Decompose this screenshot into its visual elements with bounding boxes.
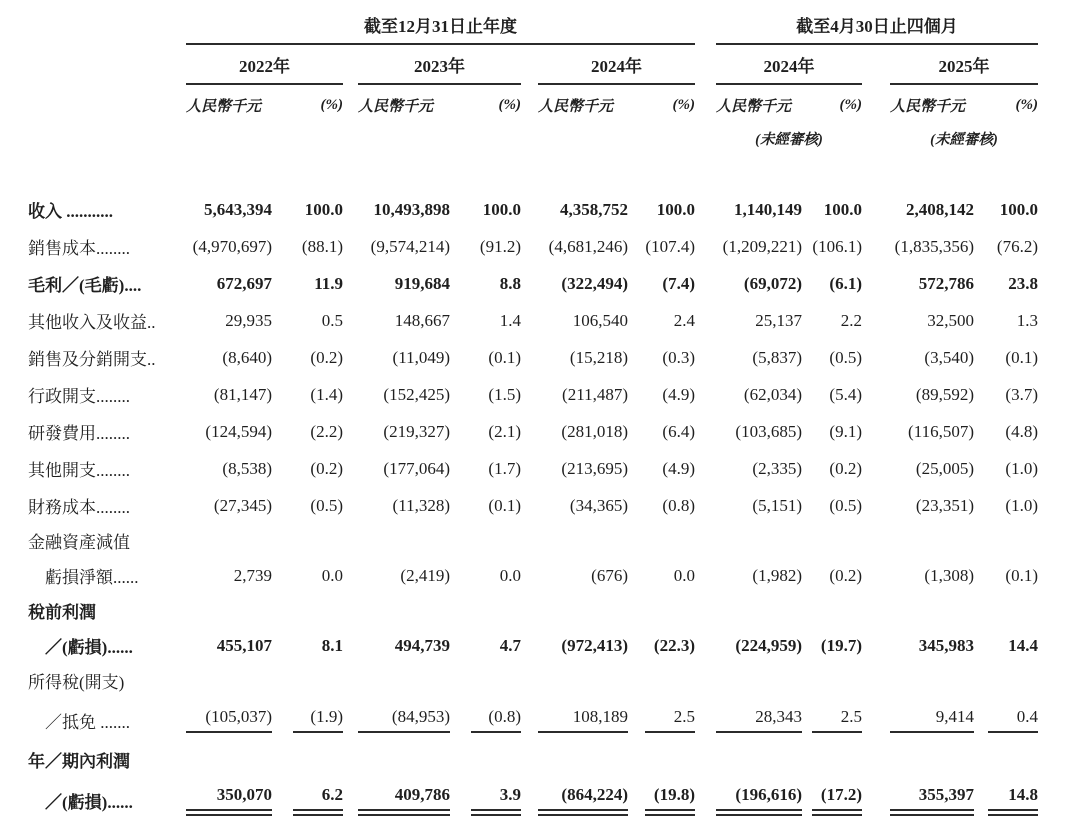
amount-cell: (5,151) xyxy=(752,495,802,515)
amount-cell: (15,218) xyxy=(569,347,628,367)
amount-cell: (4,970,697) xyxy=(192,236,272,256)
percent-cell: (1.4) xyxy=(310,384,343,404)
amount-cell: 9,414 xyxy=(890,707,974,733)
amount-cell: (676) xyxy=(591,565,628,585)
unaudited-note: (未經審核) xyxy=(930,131,998,148)
amount-cell: (1,209,221) xyxy=(722,236,802,256)
amount-cell: 455,107 xyxy=(216,635,272,655)
amount-cell: 2,739 xyxy=(233,565,272,585)
percent-cell: (106.1) xyxy=(812,236,862,256)
amount-cell: 572,786 xyxy=(918,273,974,293)
row-label: 銷售成本........ xyxy=(28,239,130,258)
table-row xyxy=(28,487,1080,524)
amount-cell: 148,667 xyxy=(394,310,450,330)
amount-cell: 2,408,142 xyxy=(906,199,974,219)
table-row xyxy=(28,191,1080,228)
amount-cell: (116,507) xyxy=(908,421,974,441)
percent-cell: (6.1) xyxy=(829,273,862,293)
percent-cell: 100.0 xyxy=(304,199,343,219)
header-year-row xyxy=(28,45,1080,85)
table-row xyxy=(28,413,1080,450)
percent-label: (%) xyxy=(672,96,695,113)
period-group-annual: 截至12月31日止年度 xyxy=(186,12,695,45)
percent-cell: (0.1) xyxy=(1005,565,1038,585)
row-label: 研發費用........ xyxy=(28,424,130,443)
row-label: 金融資產減值 xyxy=(28,533,130,552)
percent-cell: 100.0 xyxy=(482,199,521,219)
amount-cell: (864,224) xyxy=(538,785,628,816)
amount-cell: (4,681,246) xyxy=(548,236,628,256)
amount-cell: (1,982) xyxy=(752,565,802,585)
percent-cell: 1.3 xyxy=(1016,310,1038,330)
amount-cell: 108,189 xyxy=(538,707,628,733)
amount-cell: 345,983 xyxy=(918,635,974,655)
amount-cell: 28,343 xyxy=(716,707,802,733)
unit-label: 人民幣千元 xyxy=(186,98,262,115)
year-header-2024-4m: 2024年 xyxy=(716,45,862,85)
amount-cell: 355,397 xyxy=(890,785,974,816)
percent-cell: 2.5 xyxy=(628,707,695,733)
percent-cell: (19.7) xyxy=(820,635,862,655)
amount-cell: (34,365) xyxy=(569,495,628,515)
amount-cell: 4,358,752 xyxy=(560,199,628,219)
percent-cell: (0.2) xyxy=(310,458,343,478)
percent-cell: (22.3) xyxy=(653,635,695,655)
percent-cell: (0.2) xyxy=(829,565,862,585)
percent-cell: (2.1) xyxy=(488,421,521,441)
percent-label: (%) xyxy=(498,96,521,113)
percent-cell: (7.4) xyxy=(662,273,695,293)
table-row xyxy=(28,228,1080,265)
amount-cell: 5,643,394 xyxy=(204,199,272,219)
percent-cell: (76.2) xyxy=(996,236,1038,256)
amount-cell: (8,640) xyxy=(222,347,272,367)
amount-cell: (69,072) xyxy=(743,273,802,293)
amount-cell: (177,064) xyxy=(383,458,450,478)
percent-cell: (88.1) xyxy=(301,236,343,256)
percent-cell: 3.9 xyxy=(450,785,521,816)
unit-label: 人民幣千元 xyxy=(716,98,792,115)
amount-cell: (1,308) xyxy=(924,565,974,585)
percent-cell: (0.1) xyxy=(1005,347,1038,367)
amount-cell: (213,695) xyxy=(561,458,628,478)
percent-cell: (0.5) xyxy=(310,495,343,515)
amount-cell: (89,592) xyxy=(915,384,974,404)
percent-cell: (1.0) xyxy=(1005,495,1038,515)
percent-cell: 0.0 xyxy=(321,565,343,585)
amount-cell: (105,037) xyxy=(186,707,272,733)
percent-cell: 0.0 xyxy=(499,565,521,585)
table-row xyxy=(28,265,1080,302)
percent-cell: (0.5) xyxy=(829,495,862,515)
header-note-row xyxy=(28,125,1080,151)
row-label: 稅前利潤 xyxy=(28,603,96,622)
percent-cell: (1.5) xyxy=(488,384,521,404)
percent-cell: (0.8) xyxy=(662,495,695,515)
header-group-row xyxy=(28,12,1080,45)
percent-cell: (19.8) xyxy=(628,785,695,816)
amount-cell: 494,739 xyxy=(394,635,450,655)
amount-cell: (152,425) xyxy=(383,384,450,404)
percent-cell: (2.2) xyxy=(310,421,343,441)
percent-cell: (4.8) xyxy=(1005,421,1038,441)
amount-cell: (23,351) xyxy=(915,495,974,515)
amount-cell: (9,574,214) xyxy=(370,236,450,256)
amount-cell: (11,049) xyxy=(392,347,450,367)
percent-cell: (3.7) xyxy=(1005,384,1038,404)
percent-cell: (17.2) xyxy=(802,785,862,816)
row-label: ／(虧損)...... xyxy=(45,638,133,657)
percent-cell: 2.5 xyxy=(802,707,862,733)
table-row xyxy=(28,524,1080,557)
percent-cell: (0.2) xyxy=(829,458,862,478)
percent-cell: (1.9) xyxy=(272,707,343,733)
year-header-2024: 2024年 xyxy=(538,45,695,85)
amount-cell: (11,328) xyxy=(392,495,450,515)
table-body xyxy=(28,191,1080,824)
amount-cell: (2,419) xyxy=(400,565,450,585)
percent-cell: 100.0 xyxy=(823,199,862,219)
percent-cell: (1.7) xyxy=(488,458,521,478)
row-label: 虧損淨額...... xyxy=(45,568,139,587)
amount-cell: 1,140,149 xyxy=(734,199,802,219)
percent-cell: (0.8) xyxy=(450,707,521,733)
amount-cell: (25,005) xyxy=(915,458,974,478)
year-header-2025: 2025年 xyxy=(890,45,1038,85)
year-header-2022: 2022年 xyxy=(186,45,343,85)
percent-cell: 2.4 xyxy=(673,310,695,330)
amount-cell: (211,487) xyxy=(562,384,628,404)
amount-cell: 672,697 xyxy=(216,273,272,293)
table-row xyxy=(28,376,1080,413)
amount-cell: (972,413) xyxy=(561,635,628,655)
table-row xyxy=(28,450,1080,487)
amount-cell: 919,684 xyxy=(394,273,450,293)
percent-cell: (91.2) xyxy=(479,236,521,256)
amount-cell: (8,538) xyxy=(222,458,272,478)
percent-cell: 1.4 xyxy=(499,310,521,330)
amount-cell: (224,959) xyxy=(735,635,802,655)
percent-label: (%) xyxy=(839,96,862,113)
amount-cell: (322,494) xyxy=(561,273,628,293)
amount-cell: 350,070 xyxy=(186,785,272,816)
row-label: 財務成本........ xyxy=(28,498,130,517)
percent-label: (%) xyxy=(1015,96,1038,113)
row-label: 行政開支........ xyxy=(28,387,130,406)
percent-cell: (0.1) xyxy=(488,347,521,367)
amount-cell: (1,835,356) xyxy=(894,236,974,256)
percent-cell: (0.1) xyxy=(488,495,521,515)
amount-cell: (3,540) xyxy=(924,347,974,367)
table-row xyxy=(28,594,1080,627)
percent-cell: 0.4 xyxy=(974,707,1038,733)
amount-cell: (196,616) xyxy=(716,785,802,816)
percent-cell: (4.9) xyxy=(662,458,695,478)
unit-label: 人民幣千元 xyxy=(890,98,966,115)
row-label: 毛利／(毛虧).... xyxy=(28,276,142,295)
row-label: 所得稅(開支) xyxy=(28,673,125,692)
percent-cell: (1.0) xyxy=(1005,458,1038,478)
amount-cell: (219,327) xyxy=(383,421,450,441)
percent-cell: (4.9) xyxy=(662,384,695,404)
percent-cell: (6.4) xyxy=(662,421,695,441)
row-label: ／抵免 ....... xyxy=(45,712,130,732)
percent-cell: 0.0 xyxy=(673,565,695,585)
amount-cell: (5,837) xyxy=(752,347,802,367)
table-row xyxy=(28,302,1080,339)
percent-cell: 14.4 xyxy=(1008,635,1038,655)
percent-cell: 8.1 xyxy=(321,635,343,655)
table-row xyxy=(28,627,1080,664)
percent-cell: 0.5 xyxy=(321,310,343,330)
row-label: 其他開支........ xyxy=(28,461,130,480)
unaudited-note: (未經審核) xyxy=(755,131,823,148)
period-group-four-months: 截至4月30日止四個月 xyxy=(716,12,1038,45)
percent-cell: 11.9 xyxy=(314,273,343,293)
amount-cell: 25,137 xyxy=(755,310,802,330)
amount-cell: (62,034) xyxy=(743,384,802,404)
table-row xyxy=(28,664,1080,697)
percent-cell: (0.5) xyxy=(829,347,862,367)
unit-label: 人民幣千元 xyxy=(358,98,434,115)
table-row xyxy=(28,697,1080,743)
amount-cell: (103,685) xyxy=(735,421,802,441)
row-label: 收入 ........... xyxy=(28,202,113,221)
amount-cell: (84,953) xyxy=(358,707,450,733)
unit-label: 人民幣千元 xyxy=(538,98,614,115)
row-label: ／(虧損)...... xyxy=(45,792,133,812)
percent-cell: (9.1) xyxy=(829,421,862,441)
percent-cell: (5.4) xyxy=(829,384,862,404)
amount-cell: 32,500 xyxy=(927,310,974,330)
amount-cell: (281,018) xyxy=(561,421,628,441)
amount-cell: (124,594) xyxy=(205,421,272,441)
percent-cell: 100.0 xyxy=(999,199,1038,219)
amount-cell: 106,540 xyxy=(572,310,628,330)
amount-cell: 29,935 xyxy=(225,310,272,330)
percent-cell: 4.7 xyxy=(499,635,521,655)
table-row xyxy=(28,743,1080,776)
year-header-2023: 2023年 xyxy=(358,45,521,85)
percent-cell: (0.3) xyxy=(662,347,695,367)
table-row xyxy=(28,339,1080,376)
percent-label: (%) xyxy=(320,96,343,113)
header-unit-row xyxy=(28,85,1080,125)
amount-cell: (81,147) xyxy=(213,384,272,404)
percent-cell: (0.2) xyxy=(310,347,343,367)
row-label: 年／期內利潤 xyxy=(28,752,130,771)
table-row xyxy=(28,776,1080,824)
amount-cell: 10,493,898 xyxy=(373,199,450,219)
percent-cell: 6.2 xyxy=(272,785,343,816)
amount-cell: 409,786 xyxy=(358,785,450,816)
table-row xyxy=(28,557,1080,594)
percent-cell: 23.8 xyxy=(1008,273,1038,293)
percent-cell: (107.4) xyxy=(645,236,695,256)
percent-cell: 8.8 xyxy=(499,273,521,293)
amount-cell: (2,335) xyxy=(752,458,802,478)
percent-cell: 100.0 xyxy=(656,199,695,219)
row-label: 銷售及分銷開支.. xyxy=(28,350,156,369)
percent-cell: 2.2 xyxy=(840,310,862,330)
amount-cell: (27,345) xyxy=(213,495,272,515)
percent-cell: 14.8 xyxy=(974,785,1038,816)
row-label: 其他收入及收益.. xyxy=(28,313,156,332)
